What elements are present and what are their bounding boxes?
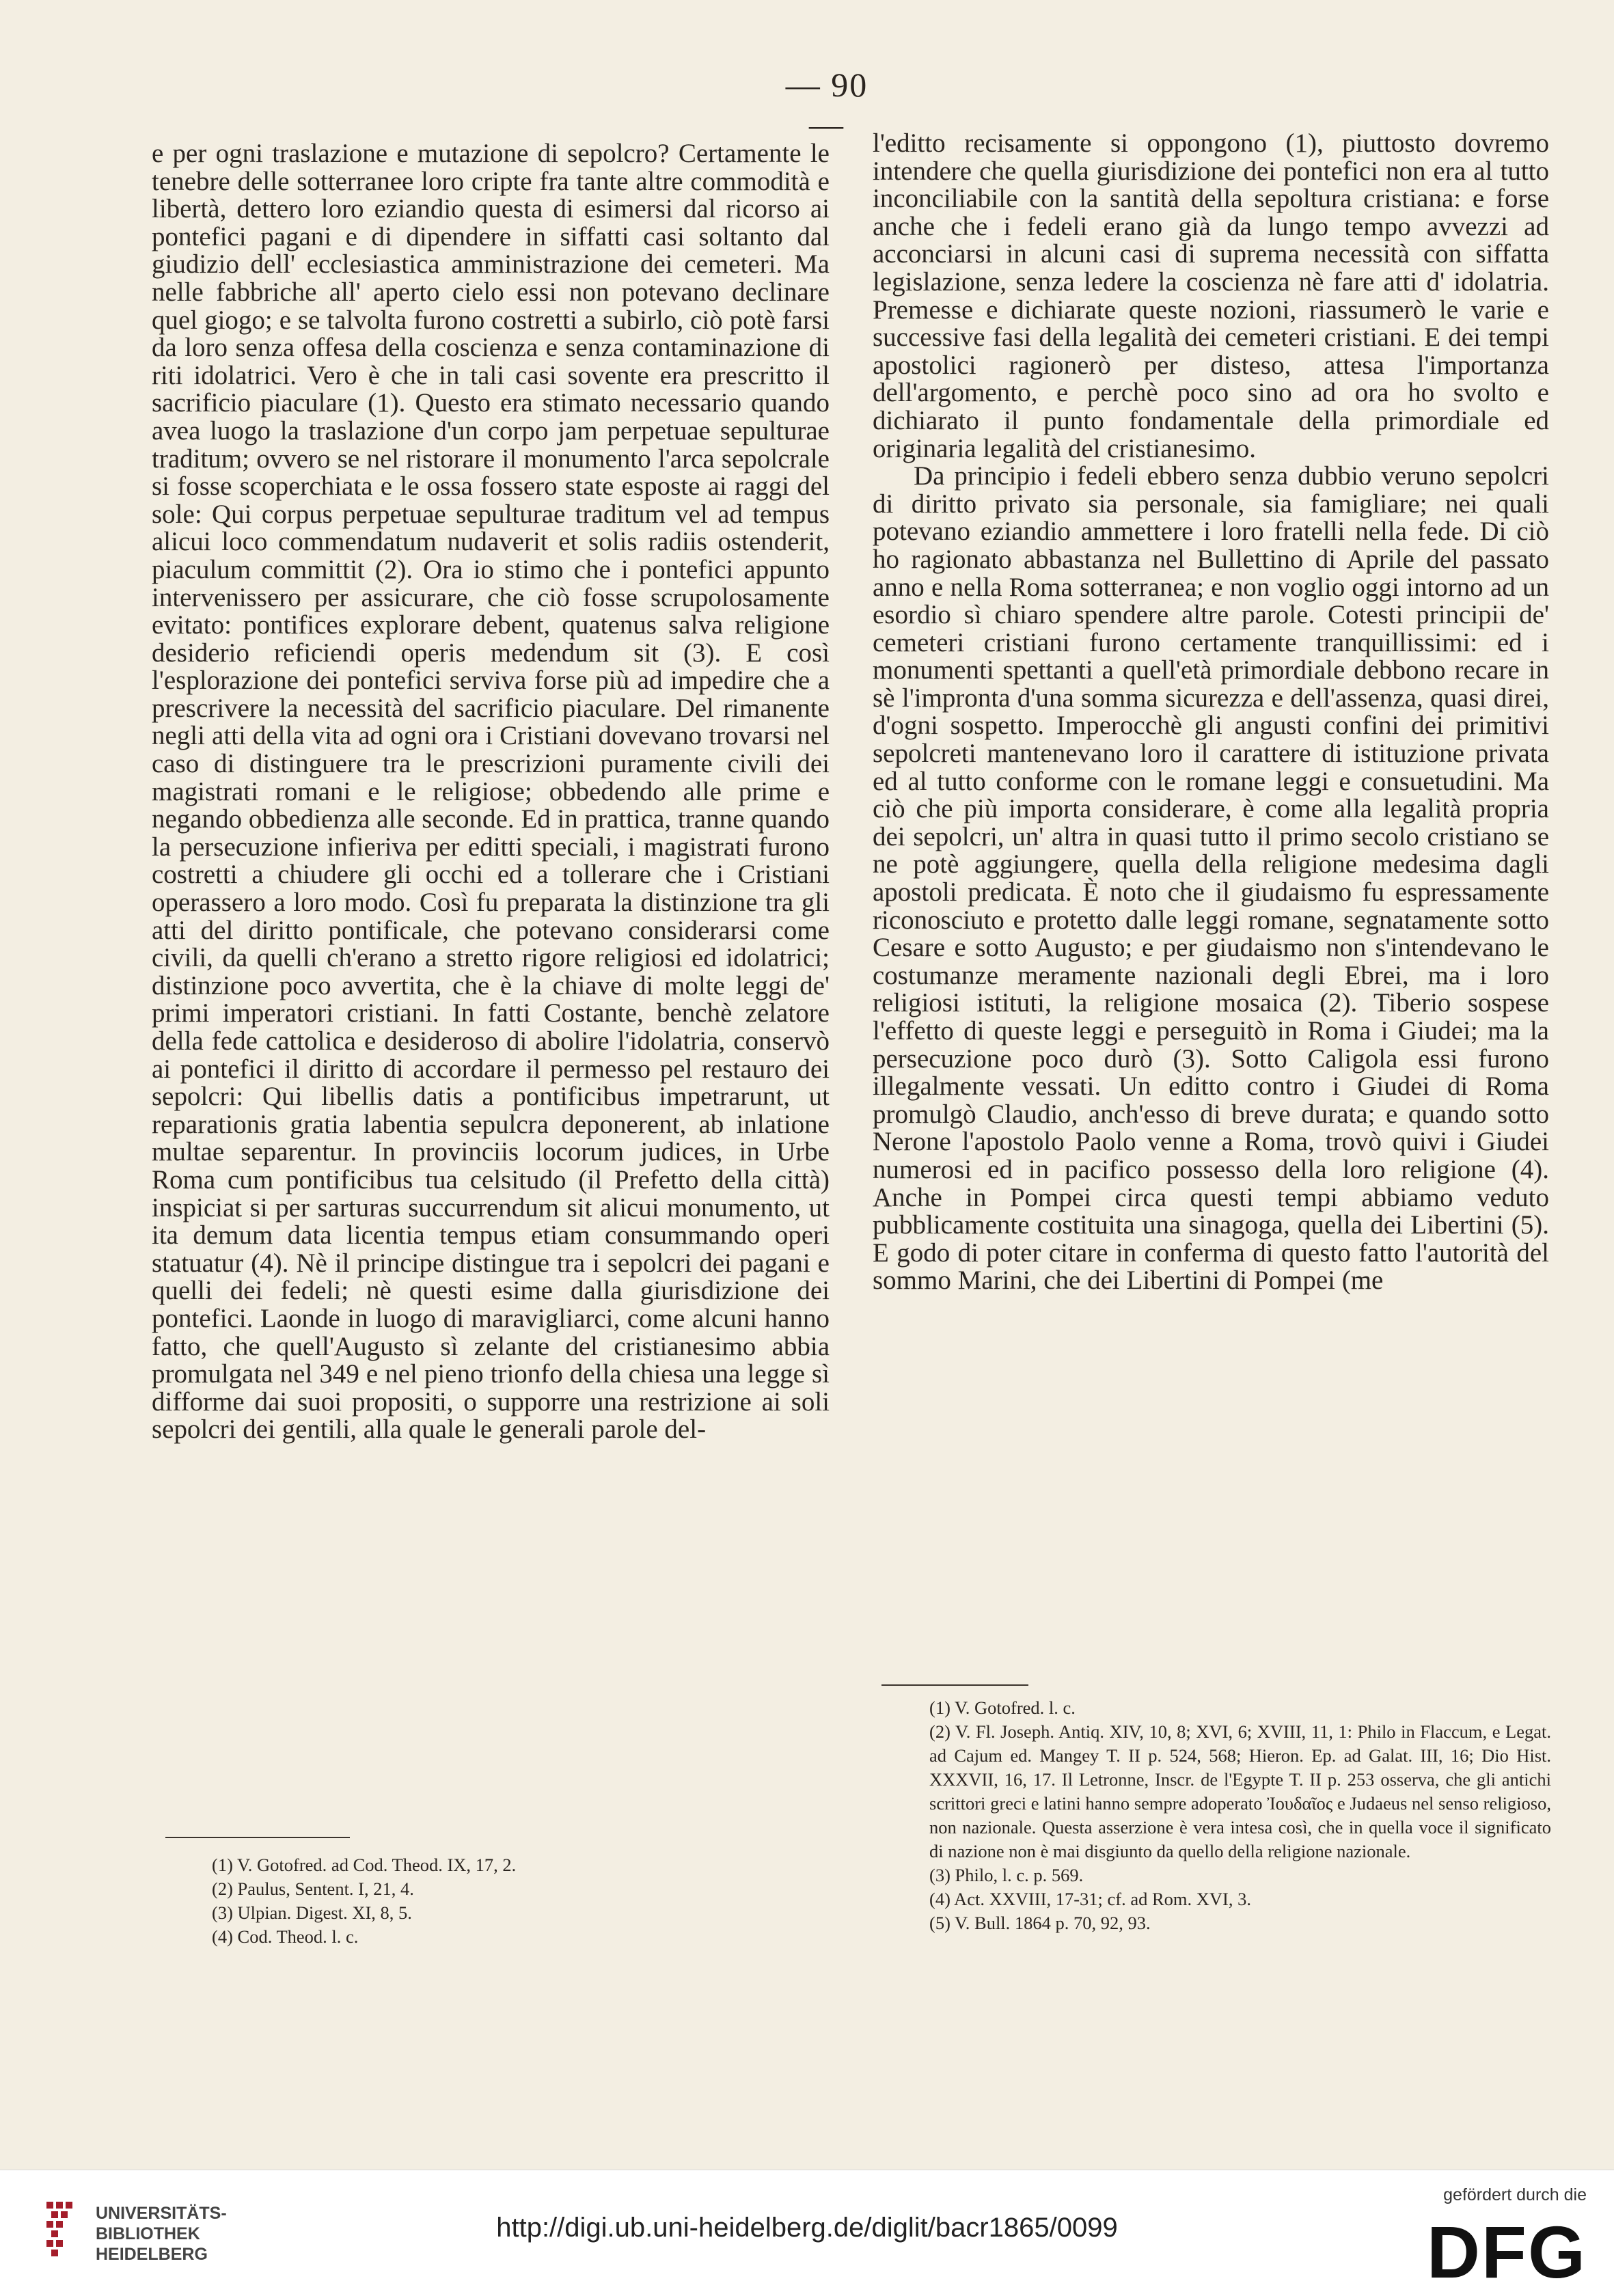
page-number: — 90 — <box>785 66 868 144</box>
footnotes-left <box>191 1853 820 1949</box>
footnote-left-1: (1) V. Gotofred. ad Cod. Theod. IX, 17, 2. <box>212 1855 517 1875</box>
sponsor-text: gefördert durch die <box>1443 2185 1587 2204</box>
footnote-rule-right <box>881 1684 1028 1686</box>
footnote-right-3: (3) Philo, l. c. p. 569. <box>929 1865 1084 1885</box>
footnote-right-1: (1) V. Gotofred. l. c. <box>929 1697 1076 1718</box>
footnote-right-2: (2) V. Fl. Joseph. Antiq. XIV, 10, 8; XVI, 6; XVIII, 11, 1: Philo in Flaccum, e Legat. ad Cajum ed. Mangey T. II p. 524, 568; Hieron. Ep. ad Galat. III, 16; Dio Hist. XXXVII, 16, 17. Il Letronne, Inscr. de l'Egypte T. II p. 253 osserva, che gli antichi scrittori greci e latini hanno sempre adoperato Ἰουδαῖος e Judaeus nel senso religioso, non nazionale. Questa asserzione è vera intesa così, che in quella voce il significato di nazione non è mai disgiunto da quello della religione nazionale. <box>929 1721 1551 1861</box>
permalink-url[interactable]: http://digi.ub.uni-heidelberg.de/diglit/bacr1865/0099 <box>496 2213 1118 2243</box>
footnote-left-4: (4) Cod. Theod. l. c. <box>212 1926 359 1947</box>
footnote-left-3: (3) Ulpian. Digest. XI, 8, 5. <box>212 1902 412 1923</box>
footnote-left-2: (2) Paulus, Sentent. I, 21, 4. <box>212 1878 414 1899</box>
logo-line-1: UNIVERSITÄTS- <box>96 2204 227 2223</box>
right-paragraph-1: l'editto recisamente si oppongono (1), piuttosto dovremo intendere che quella giurisdizione dei pontefici non era al tutto inconciliabile con la santità della sepoltura cristiana: e forse anche che i fedeli erano già da lungo tempo avvezzi ad acconciarsi in alcuni casi di suprema necessità con siffatta legislazione, senza ledere la coscienza nè fare atti d' idolatria. Premesse e dichiarate queste nozioni, riassumerò le varie e successive fasi della legalità dei cemeteri cristiani. E dei tempi apostolici ragionerò per disteso, attesa l'importanza dell'argomento, e perchè poco sino ad ora ho svolto e dichiarato il punto fondamentale della primordiale ed originaria legalità del cristianesimo. <box>873 128 1549 463</box>
viewer-footer <box>0 2170 1614 2296</box>
footnote-right-4: (4) Act. XXVIII, 17-31; cf. ad Rom. XVI, 3. <box>929 1889 1252 1909</box>
left-paragraph-1: e per ogni traslazione e mutazione di sepolcro? Certamente le tenebre delle sotterranee loro cripte fra tante altre commodità e libertà, dettero loro eziandio questa di esimersi dal ricorso ai pontefici pagani e di dipendere in siffatti casi soltanto dal giudizio dell' ecclesiastica amministrazione dei cemeteri. Ma nelle fabbriche all' aperto cielo essi non potevano declinare quel giogo; e se talvolta furono costretti a subirlo, ciò potè farsi da loro senza offesa della coscienza e senza contaminazione di riti idolatrici. Vero è che in tali casi sovente era prescritto il sacrificio piaculare (1). Questo era stimato necessario quando avea luogo la traslazione d'un corpo jam perpetuae sepulturae traditum; ovvero se nel ristorare il monumento l'arca sepolcrale si fosse scoperchiata e le ossa fossero state esposte ai raggi del sole: Qui corpus perpetuae sepulturae traditum vel ad tempus alicui loco commendatum nudaverit et solis radiis ostenderit, piaculum committit (2). Ora io stimo che i pontefici appunto intervenissero per assicurare, che ciò fosse scrupolosamente evitato: pontifices explorare debent, quatenus salva religione desiderio reficiendi operis medendum sit (3). E così l'esplorazione dei pontefici serviva forse più ad impedire che a prescrivere la necessità del sacrificio piaculare. Del rimanente negli atti della vita ad ogni ora i Cristiani dovevano trovarsi nel caso di distinguere tra le prescrizioni puramente civili dei magistrati romani e le religiose; obbedendo alle prime e negando obbedienza alle seconde. Ed in prattica, tranne quando la persecuzione infieriva per editti speciali, i magistrati furono costretti a chiudere gli occhi ed a tollerare che i Cristiani operassero a loro modo. Così fu preparata la distinzione tra gli atti del diritto pontificale, che potevano considerarsi come civili, da quelli ch'erano a stretto rigore religiosi ed idolatrici; distinzione poco avvertita, che è la chiave di molte leggi de' primi imperatori cristiani. In fatti Costante, benchè zelatore della fede cattolica e desideroso di abolire l'idolatria, conservò ai pontefici il diritto di accordare il permesso pel restauro dei sepolcri: Qui libellis datis a pontificibus impetrarunt, ut reparationis gratia labentia sepulcra deponerent, ab inlatione multae separentur. In provinciis locorum judices, in Urbe Roma cum pontificibus tua celsitudo (il Prefetto della città) inspiciat si per sarturas succurrendum sit alicui monumento, ut ita demum data licentia tempus etiam consummando operi statuatur (4). Nè il principe distingue tra i sepolcri dei pagani e quelli dei fedeli; nè questi esime dalla giurisdizione dei pontefici. Laonde in luogo di maravigliarci, come alcuni hanno fatto, che quell'Augusto sì zelante del cristianesimo abbia promulgata nel 349 e nel pieno trionfo della chiesa una legge sì difforme dai suoi propositi, o supporre una restrizione ai soli sepolcri dei gentili, alla quale le generali parole del- <box>152 139 830 1445</box>
right-paragraph-2: Da principio i fedeli ebbero senza dubbio veruno sepolcri di diritto privato sia personale, sia famigliare; nei quali potevano eziandio ammettere i loro fratelli nella fede. Di ciò ho ragionato abbastanza nel Bullettino di Aprile del passato anno e nella Roma sotterranea; e non voglio oggi intorno ad un esordio sì chiaro spendere altre parole. Cotesti principii de' cemeteri cristiani furono certamente tranquillissimi: ed i monumenti spettanti a quell'età primordiale debbono recare in sè l'impronta d'una somma sicurezza e dell'assenza, quasi direi, d'ogni sospetto. Imperocchè gli angusti confini dei primitivi sepolcreti mantenevano loro il carattere di istituzione privata ed al tutto conforme con le romane leggi e consuetudini. Ma ciò che più importa considerare, è come alla legalità propria dei sepolcri, un' altra in quasi tutto il primo secolo cristiano se ne potè aggiungere, quella della religione medesima dagli apostoli predicata. È noto che il giudaismo fu espressamente riconosciuto e protetto dalle leggi romane, segnatamente sotto Cesare e sotto Augusto; e per giudaismo non s'intendevano le costumanze meramente nazionali degli Ebrei, ma i loro religiosi istituti, la religione mosaica (2). Tiberio sospese l'effetto di queste leggi e perseguitò in Roma i Giudei; ma la persecuzione poco durò (3). Sotto Caligola essi furono illegalmente vessati. Un editto contro i Giudei di Roma promulgò Claudio, anch'esso di breve durata; e quando sotto Nerone l'apostolo Paolo venne a Roma, trovò quivi i Giudei numerosi ed in pacifico possesso della loro religione (4). Anche in Pompei circa questi tempi abbiamo veduto pubblicamente costituita una sinagoga, quella dei Libertini (5). E godo di poter citare in conferma di questo fatto l'autorità del sommo Marini, che dei Libertini di Pompei (me <box>873 461 1549 1296</box>
footnote-right-5: (5) V. Bull. 1864 p. 70, 92, 93. <box>929 1913 1151 1933</box>
footnote-rule-left <box>165 1837 350 1838</box>
footnotes-right <box>909 1696 1551 1935</box>
dfg-logo: DFG <box>1427 2211 1587 2293</box>
right-column <box>873 130 1549 1295</box>
logo-line-2: BIBLIOTHEK <box>96 2224 200 2243</box>
left-column <box>152 140 830 1444</box>
logo-line-3: HEIDELBERG <box>96 2245 208 2264</box>
